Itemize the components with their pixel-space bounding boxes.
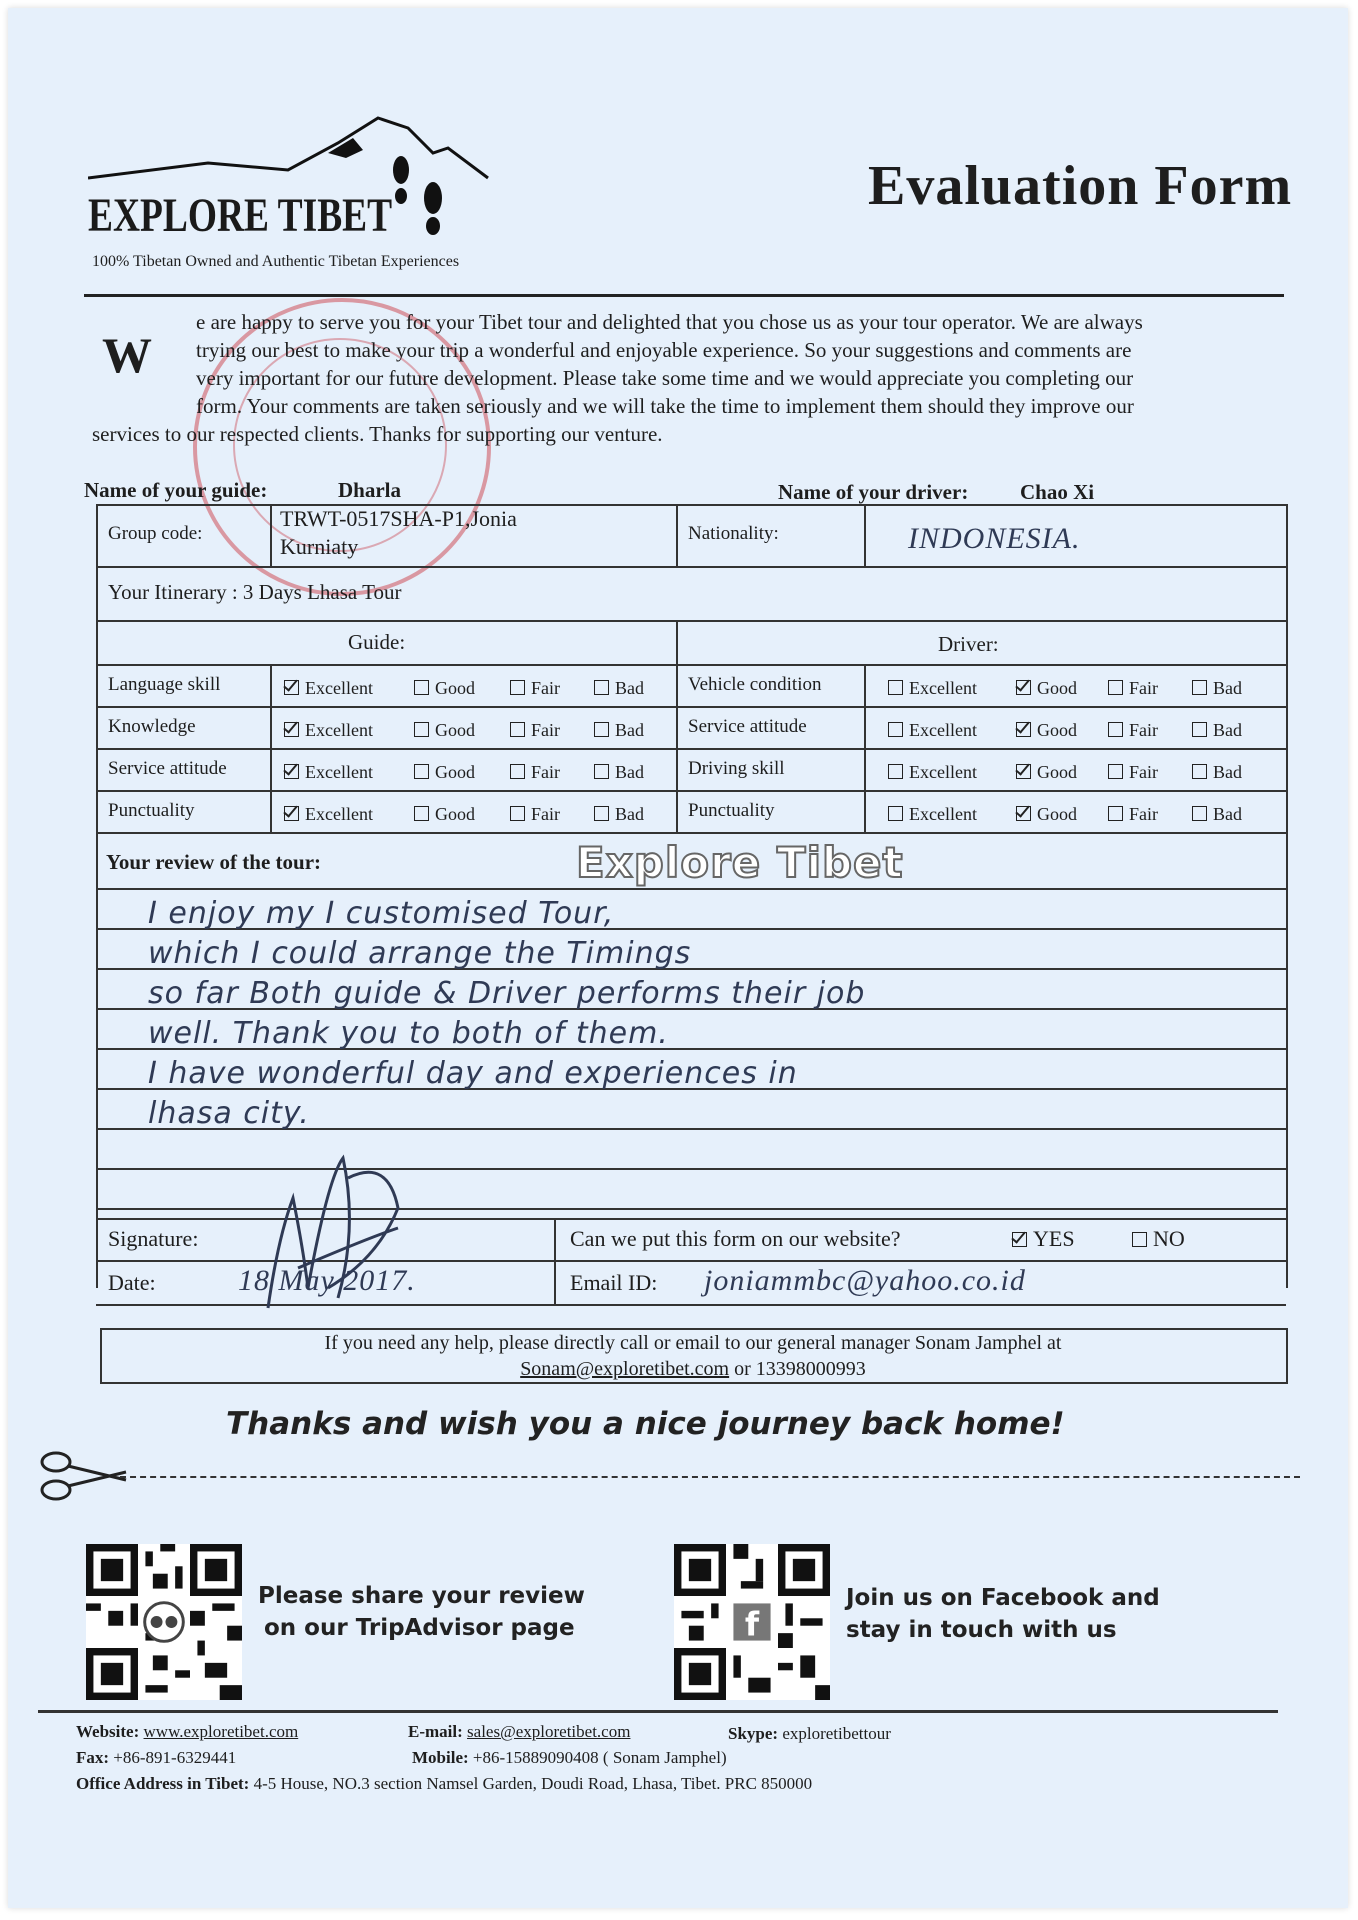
- guide-rating-checkbox[interactable]: [594, 764, 609, 779]
- address-label: Office Address in Tibet:: [76, 1774, 250, 1793]
- guide-rating-option[interactable]: [284, 804, 373, 825]
- guide-rating-option-label: Excellent: [305, 678, 373, 698]
- help-email-link[interactable]: Sonam@exploretibet.com: [520, 1358, 730, 1380]
- fax-label: Fax:: [76, 1748, 110, 1767]
- skype-label: Skype:: [728, 1724, 779, 1743]
- driver-name-label: Name of your driver:: [778, 480, 969, 504]
- website-label: Website:: [76, 1722, 140, 1741]
- guide-rating-checkbox[interactable]: [414, 806, 429, 821]
- guide-rating-checkbox[interactable]: [510, 764, 525, 779]
- tripadvisor-line: on our TripAdvisor page: [264, 1615, 575, 1641]
- guide-rating-option-label: Fair: [531, 804, 560, 824]
- guide-rating-option-label: Bad: [615, 678, 644, 698]
- intro-line: very important for our future development. Please take some time and we would appreciate you completing our: [196, 366, 1134, 390]
- signature-label: Signature:: [108, 1226, 199, 1251]
- driver-name-value: Chao Xi: [1020, 480, 1095, 504]
- footer-divider: [38, 1710, 1278, 1713]
- driver-rating-option-label: Excellent: [909, 720, 977, 740]
- guide-rating-option-label: Fair: [531, 678, 560, 698]
- intro-line: services to our respected clients. Thanks for supporting our venture.: [92, 422, 663, 446]
- driver-rating-checkbox[interactable]: [1016, 806, 1031, 821]
- guide-rating-checkbox[interactable]: [510, 806, 525, 821]
- driver-rating-option[interactable]: [1016, 678, 1077, 699]
- intro-drop-cap: W: [102, 327, 152, 383]
- driver-criterion-label: Service attitude: [688, 716, 807, 737]
- driver-rating-checkbox[interactable]: [888, 680, 903, 695]
- driver-rating-checkbox[interactable]: [888, 764, 903, 779]
- guide-rating-option-label: Bad: [615, 762, 644, 782]
- driver-rating-checkbox[interactable]: [1108, 722, 1123, 737]
- guide-rating-checkbox[interactable]: [510, 722, 525, 737]
- review-text-line: well. Thank you to both of them.: [148, 1016, 669, 1051]
- contact-address: [76, 1774, 812, 1794]
- driver-rating-option[interactable]: [1192, 720, 1242, 741]
- guide-rating-checkbox[interactable]: [414, 764, 429, 779]
- review-label: Your review of the tour:: [106, 850, 322, 874]
- driver-rating-option-label: Fair: [1129, 678, 1158, 698]
- guide-rating-option-label: Fair: [531, 762, 560, 782]
- driver-criterion-label: Driving skill: [688, 758, 785, 779]
- driver-rating-option[interactable]: [1016, 720, 1077, 741]
- driver-rating-option-label: Good: [1037, 762, 1077, 782]
- guide-rating-option-label: Fair: [531, 720, 560, 740]
- guide-rating-checkbox[interactable]: [594, 806, 609, 821]
- guide-criterion-label: Language skill: [108, 674, 221, 695]
- driver-rating-option-label: Excellent: [909, 762, 977, 782]
- contact-website: [76, 1722, 298, 1742]
- driver-rating-option[interactable]: [1016, 804, 1077, 825]
- driver-rating-checkbox[interactable]: [1016, 722, 1031, 737]
- driver-rating-option[interactable]: [1108, 678, 1158, 699]
- guide-rating-option[interactable]: [284, 762, 373, 783]
- facebook-line: Join us on Facebook and: [846, 1585, 1160, 1611]
- tripadvisor-qr-code[interactable]: [86, 1544, 242, 1700]
- help-contact: [108, 1358, 1278, 1381]
- guide-rating-option[interactable]: [414, 804, 475, 825]
- form-title: Evaluation Form: [868, 155, 1293, 217]
- driver-rating-checkbox[interactable]: [1108, 764, 1123, 779]
- guide-rating-option-label: Good: [435, 762, 475, 782]
- guide-rating-option[interactable]: [510, 720, 560, 741]
- facebook-prompt: [846, 1582, 1160, 1646]
- driver-rating-option[interactable]: [1108, 720, 1158, 741]
- email-value: joniammbc@yahoo.co.id: [704, 1264, 1026, 1297]
- guide-rating-checkbox[interactable]: [284, 764, 299, 779]
- driver-rating-option-label: Fair: [1129, 762, 1158, 782]
- website-link[interactable]: www.exploretibet.com: [143, 1722, 299, 1741]
- guide-rating-option[interactable]: [510, 804, 560, 825]
- driver-rating-checkbox[interactable]: [1192, 806, 1207, 821]
- svg-text:f: f: [744, 1605, 760, 1644]
- guide-rating-option[interactable]: [594, 678, 644, 699]
- guide-rating-option-label: Bad: [615, 720, 644, 740]
- driver-rating-checkbox[interactable]: [1108, 806, 1123, 821]
- guide-rating-option-label: Excellent: [305, 804, 373, 824]
- review-text-line: which I could arrange the Timings: [148, 936, 692, 971]
- driver-rating-option[interactable]: [888, 678, 977, 699]
- consent-no-option[interactable]: [1132, 1226, 1185, 1252]
- guide-rating-checkbox[interactable]: [510, 680, 525, 695]
- driver-rating-option-label: Bad: [1213, 804, 1242, 824]
- group-code-label: Group code:: [108, 523, 203, 544]
- intro-line: e are happy to serve you for your Tibet tour and delighted that you chose us as your tour operator. We are always: [196, 310, 1143, 334]
- email-label: Email ID:: [570, 1270, 658, 1295]
- driver-criterion-label: Punctuality: [688, 800, 775, 821]
- driver-rating-option-label: Fair: [1129, 804, 1158, 824]
- driver-rating-option-label: Good: [1037, 804, 1077, 824]
- evaluation-form-page: [8, 8, 1348, 1908]
- driver-rating-option-label: Bad: [1213, 762, 1242, 782]
- driver-rating-option-label: Good: [1037, 678, 1077, 698]
- driver-rating-option-label: Excellent: [909, 678, 977, 698]
- guide-rating-option[interactable]: [284, 678, 373, 699]
- guide-section-header: Guide:: [348, 630, 406, 654]
- header-divider: [84, 294, 1284, 297]
- scissors-icon: [38, 1448, 128, 1504]
- guide-rating-option-label: Good: [435, 678, 475, 698]
- intro-line: form. Your comments are taken seriously and we will take the time to implement them should they improve our: [196, 394, 1134, 418]
- tripadvisor-line: Please share your review: [258, 1583, 585, 1609]
- guide-name-label: Name of your guide:: [84, 478, 268, 502]
- email-label: E-mail:: [408, 1722, 463, 1741]
- driver-rating-option[interactable]: [1016, 762, 1077, 783]
- email-link[interactable]: sales@exploretibet.com: [467, 1722, 631, 1741]
- driver-rating-checkbox[interactable]: [888, 722, 903, 737]
- itinerary: Your Itinerary : 3 Days Lhasa Tour: [108, 580, 402, 604]
- guide-rating-checkbox[interactable]: [284, 806, 299, 821]
- driver-section-header: Driver:: [938, 632, 999, 656]
- guide-rating-checkbox[interactable]: [284, 722, 299, 737]
- driver-rating-option-label: Bad: [1213, 678, 1242, 698]
- driver-criterion-label: Vehicle condition: [688, 674, 822, 695]
- guide-rating-checkbox[interactable]: [284, 680, 299, 695]
- group-code-line1: TRWT-0517SHA-P1,Jonia: [280, 506, 517, 531]
- driver-rating-checkbox[interactable]: [888, 806, 903, 821]
- consent-yes-option[interactable]: [1012, 1226, 1075, 1252]
- skype-value: exploretibettour: [782, 1724, 891, 1743]
- contact-skype: [728, 1724, 891, 1744]
- guide-criterion-label: Punctuality: [108, 800, 195, 821]
- date-value: 18 May 2017.: [238, 1264, 416, 1297]
- driver-rating-checkbox[interactable]: [1108, 680, 1123, 695]
- guide-rating-option[interactable]: [510, 678, 560, 699]
- thanks-message: Thanks and wish you a nice journey back home!: [226, 1406, 1065, 1442]
- driver-rating-option[interactable]: [888, 762, 977, 783]
- review-text-line: I enjoy my I customised Tour,: [148, 896, 615, 931]
- group-code-line2: Kurniaty: [280, 534, 359, 559]
- driver-rating-option-label: Excellent: [909, 804, 977, 824]
- guide-rating-option[interactable]: [594, 804, 644, 825]
- mobile-label: Mobile:: [412, 1748, 469, 1767]
- driver-rating-option[interactable]: [1192, 762, 1242, 783]
- facebook-qr-code[interactable]: [674, 1544, 830, 1700]
- driver-rating-option[interactable]: [1192, 804, 1242, 825]
- tripadvisor-prompt: [258, 1580, 585, 1644]
- review-text-line: lhasa city.: [148, 1096, 310, 1131]
- driver-rating-option-label: Good: [1037, 720, 1077, 740]
- driver-rating-option[interactable]: [1108, 804, 1158, 825]
- driver-rating-option[interactable]: [888, 804, 977, 825]
- nationality-value: INDONESIA.: [908, 522, 1081, 555]
- website-consent-question: Can we put this form on our website?: [570, 1226, 901, 1251]
- mobile-value: +86-15889090408 ( Sonam Jamphel): [472, 1748, 727, 1767]
- help-phone: or 13398000993: [734, 1358, 866, 1380]
- guide-rating-option-label: Excellent: [305, 762, 373, 782]
- consent-yes-label: YES: [1033, 1226, 1075, 1251]
- guide-rating-option-label: Bad: [615, 804, 644, 824]
- contact-email: [408, 1722, 630, 1742]
- driver-rating-option[interactable]: [888, 720, 977, 741]
- facebook-line: stay in touch with us: [846, 1617, 1117, 1643]
- guide-rating-option[interactable]: [594, 762, 644, 783]
- guide-rating-option[interactable]: [414, 720, 475, 741]
- guide-rating-option[interactable]: [594, 720, 644, 741]
- review-text-line: so far Both guide & Driver performs their job: [148, 976, 866, 1011]
- driver-rating-option-label: Bad: [1213, 720, 1242, 740]
- driver-rating-option-label: Fair: [1129, 720, 1158, 740]
- fax-value: +86-891-6329441: [113, 1748, 237, 1767]
- driver-rating-checkbox[interactable]: [1016, 764, 1031, 779]
- guide-rating-checkbox[interactable]: [594, 722, 609, 737]
- guide-name-value: Dharla: [338, 478, 401, 502]
- review-text-line: I have wonderful day and experiences in: [148, 1056, 798, 1091]
- guide-rating-option[interactable]: [284, 720, 373, 741]
- consent-no-label: NO: [1153, 1226, 1185, 1251]
- guide-rating-checkbox[interactable]: [414, 680, 429, 695]
- guide-rating-option-label: Good: [435, 804, 475, 824]
- brand-tagline: 100% Tibetan Owned and Authentic Tibetan Experiences: [92, 253, 460, 270]
- address-value: 4-5 House, NO.3 section Namsel Garden, Doudi Road, Lhasa, Tibet. PRC 850000: [253, 1774, 813, 1793]
- guide-rating-option[interactable]: [510, 762, 560, 783]
- explore-tibet-watermark: Explore Tibet: [576, 838, 904, 887]
- guide-rating-option-label: Excellent: [305, 720, 373, 740]
- help-text: If you need any help, please directly call or email to our general manager Sonam Jamphel at: [324, 1332, 1062, 1354]
- contact-mobile: [412, 1748, 727, 1768]
- driver-rating-checkbox[interactable]: [1192, 764, 1207, 779]
- nationality-label: Nationality:: [688, 523, 779, 544]
- intro-paragraph: [92, 308, 1302, 448]
- intro-line: trying our best to make your trip a wonderful and enjoyable experience. So your suggestions and comments are: [196, 338, 1132, 362]
- driver-rating-checkbox[interactable]: [1192, 680, 1207, 695]
- guide-criterion-label: Service attitude: [108, 758, 227, 779]
- consent-yes-checkbox[interactable]: [1012, 1232, 1027, 1247]
- driver-rating-checkbox[interactable]: [1016, 680, 1031, 695]
- contact-fax: [76, 1748, 236, 1768]
- brand-name: EXPLORE TIBET: [88, 189, 393, 242]
- driver-rating-checkbox[interactable]: [1192, 722, 1207, 737]
- guide-rating-checkbox[interactable]: [414, 722, 429, 737]
- date-label: Date:: [108, 1270, 156, 1295]
- guide-rating-option[interactable]: [414, 678, 475, 699]
- guide-criterion-label: Knowledge: [108, 716, 196, 737]
- guide-rating-option[interactable]: [414, 762, 475, 783]
- driver-rating-option[interactable]: [1192, 678, 1242, 699]
- guide-rating-option-label: Good: [435, 720, 475, 740]
- guide-rating-checkbox[interactable]: [594, 680, 609, 695]
- consent-no-checkbox[interactable]: [1132, 1232, 1147, 1247]
- driver-rating-option[interactable]: [1108, 762, 1158, 783]
- cut-line: [120, 1476, 1300, 1478]
